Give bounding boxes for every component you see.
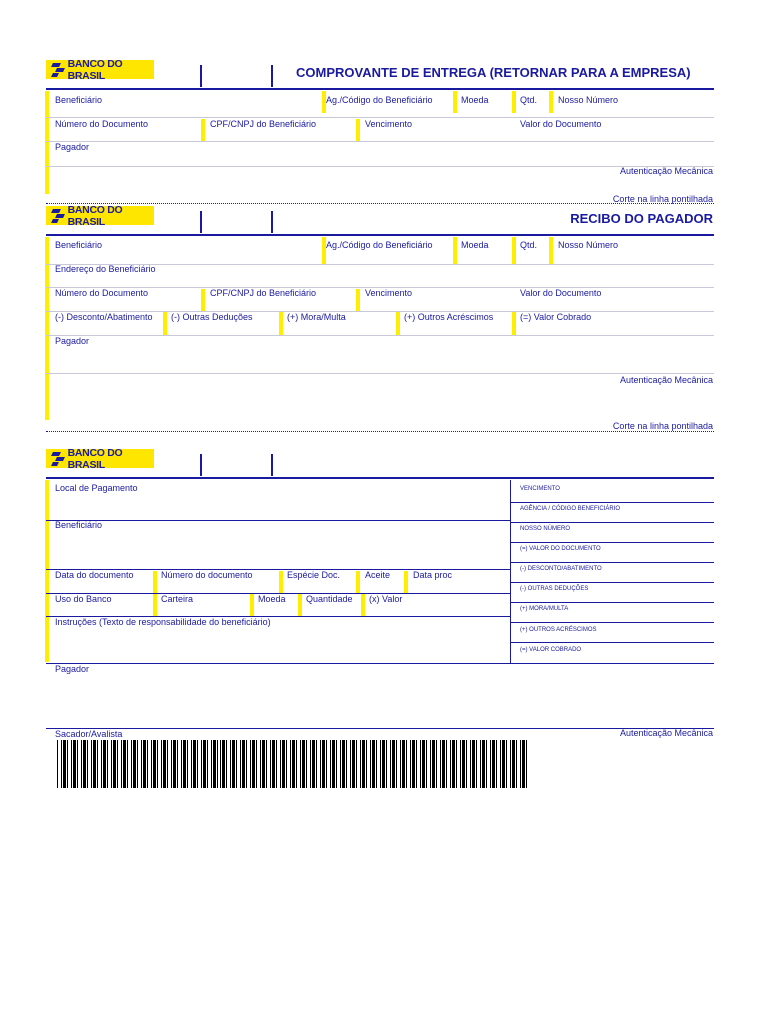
label-quantidade: Quantidade bbox=[306, 594, 353, 604]
label-agencia: Ag./Código do Beneficiário bbox=[326, 240, 433, 250]
banco-do-brasil-logo: BANCO DO BRASIL bbox=[46, 206, 154, 225]
label-autenticacao: Autenticação Mecânica bbox=[619, 728, 713, 738]
banco-do-brasil-logo: BANCO DO BRASIL bbox=[46, 60, 154, 79]
label-vencimento: Vencimento bbox=[365, 119, 413, 129]
label-moeda: Moeda bbox=[461, 240, 489, 250]
label-outras-deducoes: (-) Outras Deduções bbox=[171, 312, 253, 322]
label-pagador: Pagador bbox=[55, 336, 90, 346]
label-corte: Corte na linha pontilhada bbox=[612, 421, 713, 431]
label-carteira: Carteira bbox=[161, 594, 194, 604]
label-numero-documento: Número do Documento bbox=[55, 288, 149, 298]
label-valor-documento: Valor do Documento bbox=[520, 119, 602, 129]
label-valor-documento: Valor do Documento bbox=[520, 288, 602, 298]
label-right-vencimento: VENCIMENTO bbox=[520, 486, 560, 492]
label-endereco: Endereço do Beneficiário bbox=[55, 264, 156, 274]
bb-logo-icon bbox=[50, 451, 65, 466]
label-beneficiario: Beneficiário bbox=[55, 520, 103, 530]
section1-title: COMPROVANTE DE ENTREGA (RETORNAR PARA A EMPRESA) bbox=[296, 65, 691, 80]
label-right-nosso-numero: NOSSO NÚMERO bbox=[520, 526, 571, 532]
label-mora: (+) Mora/Multa bbox=[287, 312, 346, 322]
label-moeda: Moeda bbox=[258, 594, 286, 604]
label-right-agencia: AGÊNCIA / CÓDIGO BENEFICIÁRIO bbox=[520, 506, 621, 512]
label-qtd: Qtd. bbox=[520, 240, 538, 250]
section2-title: RECIBO DO PAGADOR bbox=[570, 211, 713, 226]
label-pagador: Pagador bbox=[55, 142, 90, 152]
barcode bbox=[57, 740, 529, 788]
label-autenticacao: Autenticação Mecânica bbox=[619, 375, 713, 385]
barcode-bar bbox=[527, 740, 530, 788]
label-right-desconto: (-) DESCONTO/ABATIMENTO bbox=[520, 566, 602, 572]
label-data-proc: Data proc bbox=[413, 570, 453, 580]
label-corte: Corte na linha pontilhada bbox=[612, 194, 713, 204]
label-local-pagamento: Local de Pagamento bbox=[55, 483, 138, 493]
label-instrucoes: Instruções (Texto de responsabilidade do beneficiário) bbox=[55, 617, 271, 627]
label-right-valor-documento: (=) VALOR DO DOCUMENTO bbox=[520, 546, 601, 552]
label-x-valor: (x) Valor bbox=[369, 594, 403, 604]
label-beneficiario: Beneficiário bbox=[55, 240, 103, 250]
label-moeda: Moeda bbox=[461, 95, 489, 105]
bb-logo-icon bbox=[50, 208, 65, 223]
label-qtd: Qtd. bbox=[520, 95, 538, 105]
label-uso-banco: Uso do Banco bbox=[55, 594, 112, 604]
label-autenticacao: Autenticação Mecânica bbox=[619, 166, 713, 176]
label-agencia: Ag./Código do Beneficiário bbox=[326, 95, 433, 105]
label-pagador: Pagador bbox=[55, 664, 90, 674]
label-right-outras-deducoes: (-) OUTRAS DEDUÇÕES bbox=[520, 586, 589, 592]
label-right-outros-acrescimos: (+) OUTROS ACRÉSCIMOS bbox=[520, 627, 597, 633]
label-nosso-numero: Nosso Número bbox=[558, 95, 619, 105]
cut-line bbox=[46, 431, 714, 432]
label-cpf-cnpj: CPF/CNPJ do Beneficiário bbox=[210, 119, 317, 129]
label-right-mora: (+) MORA/MULTA bbox=[520, 606, 569, 612]
label-right-valor-cobrado: (=) VALOR COBRADO bbox=[520, 647, 582, 653]
label-outros-acrescimos: (+) Outros Acréscimos bbox=[404, 312, 494, 322]
label-desconto: (-) Desconto/Abatimento bbox=[55, 312, 153, 322]
label-numero-documento: Número do Documento bbox=[55, 119, 149, 129]
label-aceite: Aceite bbox=[365, 570, 391, 580]
bb-logo-icon bbox=[50, 62, 65, 77]
banco-do-brasil-logo: BANCO DO BRASIL bbox=[46, 449, 154, 468]
label-beneficiario: Beneficiário bbox=[55, 95, 103, 105]
label-numero-documento: Número do documento bbox=[161, 570, 253, 580]
label-cpf-cnpj: CPF/CNPJ do Beneficiário bbox=[210, 288, 317, 298]
label-especie-doc: Espécie Doc. bbox=[287, 570, 341, 580]
label-nosso-numero: Nosso Número bbox=[558, 240, 619, 250]
label-vencimento: Vencimento bbox=[365, 288, 413, 298]
label-data-documento: Data do documento bbox=[55, 570, 134, 580]
label-sacador-avalista: Sacador/Avalista bbox=[55, 729, 123, 739]
label-valor-cobrado: (=) Valor Cobrado bbox=[520, 312, 592, 322]
